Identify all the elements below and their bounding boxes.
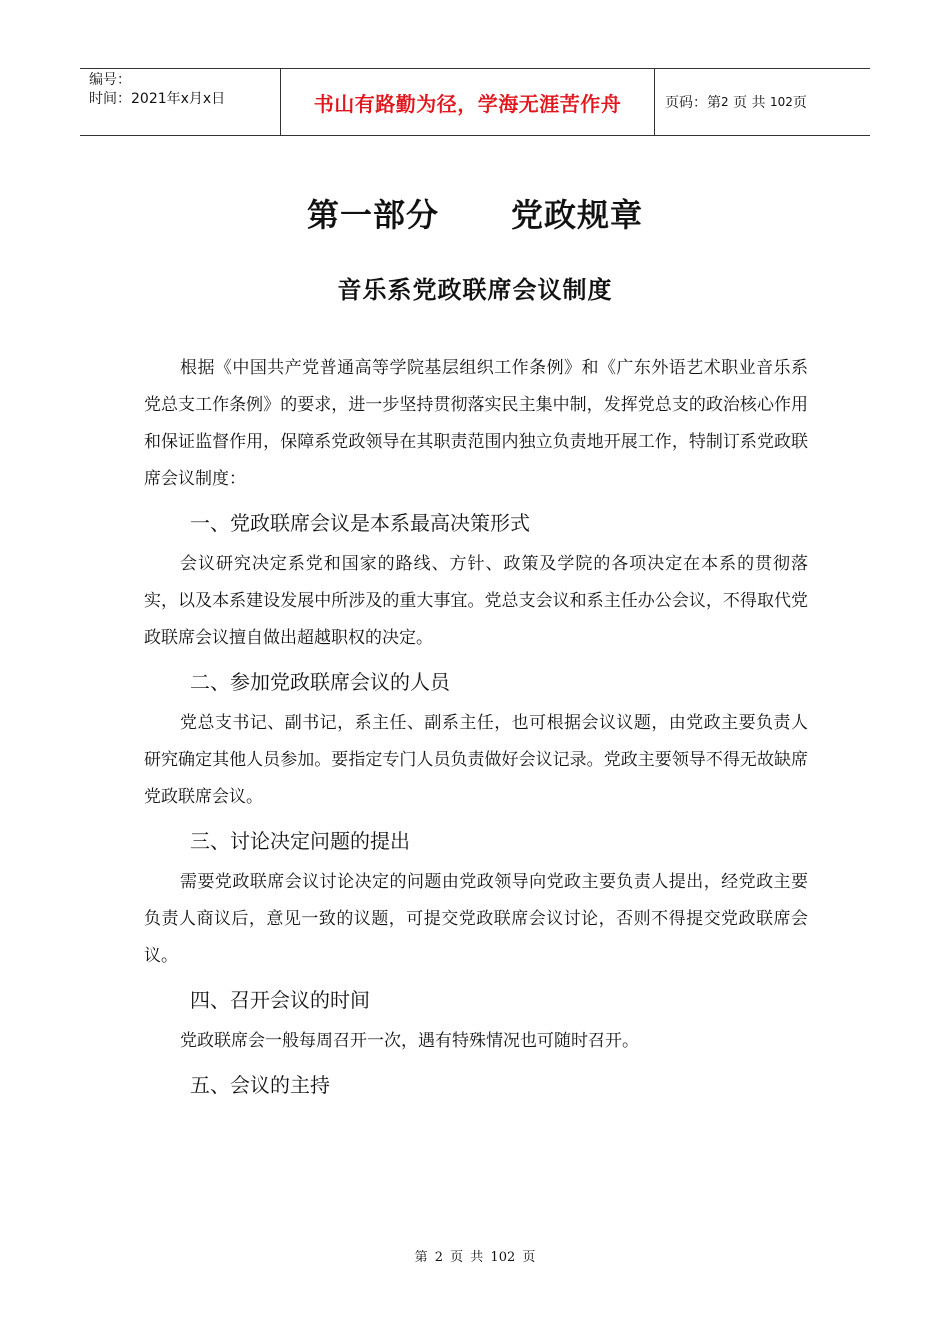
page-mid: 页 共 — [733, 95, 766, 111]
number-label: 编号： — [89, 72, 131, 88]
page-prefix: 页码：第 — [665, 95, 721, 111]
page-footer: 第 2 页 共 102 页 — [414, 1250, 536, 1265]
section-body-3: 需要党政联席会议讨论决定的问题由党政领导向党政主要负责人提出，经党政主要负责人商议后，意见一致的议题，可提交党政联席会议讨论，否则不得提交党政联席会议。 — [144, 872, 808, 966]
section-heading-1: 一、党政联席会议是本系最高决策形式 — [190, 511, 530, 535]
intro-paragraph: 根据《中国共产党普通高等学院基层组织工作条例》和《广东外语艺术职业音乐系党总支工作条例》的要求，进一步坚持贯彻落实民主集中制，发挥党总支的政治核心作用和保证监督作用，保障系党政领导在其职责范围内独立负责地开展工作，特制订系党政联席会议制度： — [144, 358, 808, 489]
section-heading-2: 二、参加党政联席会议的人员 — [190, 670, 450, 694]
section-heading-5: 五、会议的主持 — [190, 1073, 330, 1097]
section-body-4: 党政联席会一般每周召开一次，遇有特殊情况也可随时召开。 — [180, 1031, 639, 1051]
page-total: 102 — [770, 95, 793, 109]
title-left: 第一部分 — [306, 196, 439, 234]
page-num: 2 — [721, 95, 729, 109]
header-page-info — [655, 69, 870, 135]
section-heading-4: 四、召开会议的时间 — [190, 988, 370, 1012]
page-title — [0, 190, 950, 236]
header-meta — [80, 69, 281, 135]
document-subtitle: 音乐系党政联席会议制度 — [337, 276, 613, 304]
page-suffix: 页 — [792, 95, 807, 111]
section-body-2: 党总支书记、副书记，系主任、副系主任，也可根据会议议题，由党政主要负责人研究确定其他人员参加。要指定专门人员负责做好会议记录。党政主要领导不得无故缺席党政联席会议。 — [144, 713, 808, 807]
document-body — [144, 350, 808, 1108]
section-body-1: 会议研究决定系党和国家的路线、方针、政策及学院的各项决定在本系的贯彻落实，以及本系建设发展中所涉及的重大事宜。党总支会议和系主任办公会议，不得取代党政联席会议擅自做出超越职权的决定。 — [144, 554, 808, 648]
header-slogan: 书山有路勤为径，学海无涯苦作舟 — [281, 69, 655, 135]
section-heading-3: 三、讨论决定问题的提出 — [190, 829, 410, 853]
time-label: 时间：2021年x月x日 — [89, 91, 226, 107]
page-header — [80, 68, 870, 136]
title-right: 党政规章 — [511, 196, 644, 234]
